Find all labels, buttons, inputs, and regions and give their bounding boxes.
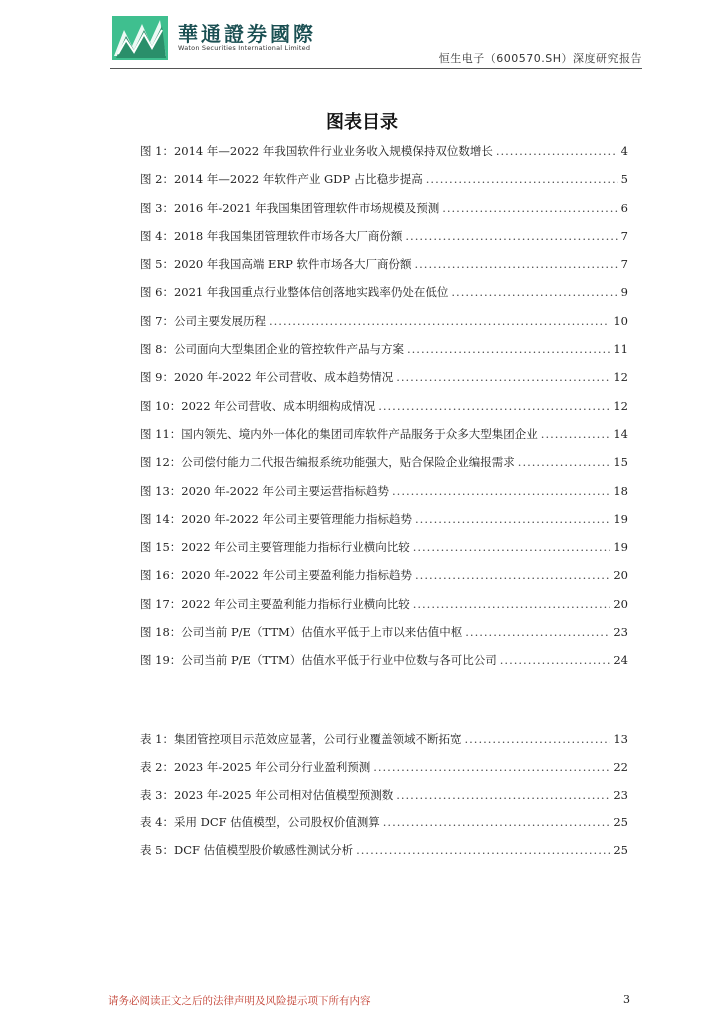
toc-entry-title: 表 3：2023 年-2025 年公司相对估值模型预测数 [140, 787, 394, 802]
toc-entry-page: 19 [613, 540, 628, 555]
page-header [0, 0, 724, 72]
toc-entry[interactable] [140, 454, 628, 482]
toc-entry[interactable] [140, 313, 628, 341]
toc-leader-dots [392, 484, 610, 498]
toc-leader-dots [413, 597, 611, 611]
toc-leader-dots [464, 732, 610, 746]
toc-entry[interactable] [140, 143, 628, 171]
toc-entry-page: 5 [620, 172, 628, 187]
toc-entry-title: 图 16：2020 年-2022 年公司主要盈利能力指标趋势 [140, 568, 413, 583]
toc-leader-dots [496, 144, 618, 158]
toc-entry-title: 图 19：公司当前 P/E（TTM）估值水平低于行业中位数与各可比公司 [140, 653, 497, 668]
toc-entry-page: 24 [613, 653, 628, 668]
toc-leader-dots [378, 399, 610, 413]
toc-entry[interactable] [140, 369, 628, 397]
toc-entry-page: 14 [613, 426, 628, 441]
toc-entry-title: 图 8：公司面向大型集团企业的管控软件产品与方案 [140, 342, 404, 357]
toc-entry-page: 13 [613, 732, 628, 746]
toc-leader-dots [407, 342, 610, 356]
toc-entry[interactable] [140, 426, 628, 454]
toc-entry[interactable] [140, 814, 628, 842]
toc-entry[interactable] [140, 539, 628, 567]
toc-entry[interactable] [140, 341, 628, 369]
toc-entry-title: 表 4：采用 DCF 估值模型，公司股权价值测算 [140, 815, 380, 830]
toc-entry[interactable] [140, 398, 628, 426]
toc-leader-dots [451, 285, 617, 299]
toc-entry-page: 6 [620, 200, 628, 215]
toc-entry[interactable] [140, 171, 628, 199]
brand-name-en: Waton Securities International Limited [178, 44, 311, 52]
toc-entry[interactable] [140, 200, 628, 228]
toc-entry-title: 表 5：DCF 估值模型股价敏感性测试分析 [140, 843, 354, 858]
toc-entry-title: 图 4：2018 年我国集团管理软件市场各大厂商份额 [140, 228, 403, 243]
disclaimer-note: 请务必阅读正文之后的法律声明及风险提示项下所有内容 [108, 995, 371, 1007]
toc-leader-dots [413, 540, 611, 554]
toc-leader-dots [415, 568, 610, 582]
toc-leader-dots [396, 370, 610, 384]
toc-entry-page: 18 [613, 483, 628, 498]
toc-entry-page: 11 [613, 342, 628, 357]
toc-entry[interactable] [140, 624, 628, 652]
toc-entry-title: 图 3：2016 年-2021 年我国集团管理软件市场规模及预测 [140, 200, 440, 215]
toc-entry[interactable] [140, 596, 628, 624]
page-number: 3 [623, 993, 630, 1006]
figure-toc-list [140, 143, 628, 681]
report-label: 恒生电子（600570.SH）深度研究报告 [438, 52, 642, 65]
toc-entry-page: 4 [620, 144, 628, 158]
toc-entry-title: 图 6：2021 年我国重点行业整体信创落地实践率仍处在低位 [140, 285, 449, 300]
toc-leader-dots [500, 653, 611, 667]
toc-entry-title: 图 17：2022 年公司主要盈利能力指标行业横向比较 [140, 596, 410, 611]
toc-leader-dots [442, 201, 617, 215]
toc-entry-title: 图 2：2014 年—2022 年软件产业 GDP 占比稳步提高 [140, 172, 423, 187]
toc-entry[interactable] [140, 483, 628, 511]
toc-entry[interactable] [140, 567, 628, 595]
toc-entry[interactable] [140, 228, 628, 256]
toc-entry[interactable] [140, 652, 628, 680]
toc-leader-dots [383, 815, 611, 829]
toc-entry-page: 23 [613, 787, 628, 802]
toc-leader-dots [415, 512, 610, 526]
toc-entry-page: 7 [620, 257, 628, 272]
toc-entry-page: 25 [613, 843, 628, 858]
toc-entry-page: 10 [613, 313, 628, 328]
toc-leader-dots [356, 843, 610, 857]
toc-entry[interactable] [140, 842, 628, 870]
toc-entry-title: 图 14：2020 年-2022 年公司主要管理能力指标趋势 [140, 511, 413, 526]
toc-entry-title: 图 18：公司当前 P/E（TTM）估值水平低于上市以来估值中枢 [140, 625, 463, 640]
toc-entry-title: 图 12：公司偿付能力二代报告编报系统功能强大，贴合保险企业编报需求 [140, 455, 515, 470]
toc-entry-page: 7 [620, 228, 628, 243]
toc-leader-dots [373, 760, 610, 774]
toc-entry-title: 图 11：国内领先、境内外一体化的集团司库软件产品服务于众多大型集团企业 [140, 426, 538, 441]
toc-entry-title: 图 7：公司主要发展历程 [140, 313, 266, 328]
toc-leader-dots [396, 788, 610, 802]
toc-leader-dots [405, 229, 617, 243]
toc-leader-dots [465, 625, 610, 639]
toc-entry[interactable] [140, 284, 628, 312]
toc-leader-dots [541, 427, 611, 441]
toc-leader-dots [415, 257, 618, 271]
toc-entry[interactable] [140, 256, 628, 284]
toc-entry-page: 19 [613, 511, 628, 526]
toc-entry-page: 12 [613, 370, 628, 385]
toc-leader-dots [269, 314, 610, 328]
toc-entry-title: 图 9：2020 年-2022 年公司营收、成本趋势情况 [140, 370, 394, 385]
toc-entry-title: 图 10：2022 年公司营收、成本明细构成情况 [140, 398, 376, 413]
toc-entry-title: 图 13：2020 年-2022 年公司主要运营指标趋势 [140, 483, 390, 498]
toc-entry-title: 图 1：2014 年—2022 年我国软件行业业务收入规模保持双位数增长 [140, 144, 493, 158]
table-toc-list [140, 731, 628, 870]
toc-entry-title: 图 15：2022 年公司主要管理能力指标行业横向比较 [140, 540, 410, 555]
toc-entry-page: 23 [613, 625, 628, 640]
toc-entry-page: 20 [613, 568, 628, 583]
brand-name-cn: 華通證券國際 [178, 22, 316, 46]
toc-entry[interactable] [140, 731, 628, 759]
toc-entry[interactable] [140, 787, 628, 815]
toc-entry-title: 表 1：集团管控项目示范效应显著，公司行业覆盖领域不断拓宽 [140, 732, 462, 746]
toc-entry-page: 25 [613, 815, 628, 830]
header-divider [110, 68, 642, 69]
toc-leader-dots [426, 172, 618, 186]
toc-entry[interactable] [140, 759, 628, 787]
toc-leader-dots [518, 455, 611, 469]
waton-logo-icon [112, 16, 168, 60]
toc-entry-page: 15 [613, 455, 628, 470]
toc-entry-title: 表 2：2023 年-2025 年公司分行业盈利预测 [140, 759, 371, 774]
page-title: 图表目录 [326, 112, 398, 133]
toc-entry-page: 9 [620, 285, 628, 300]
toc-entry-page: 22 [613, 759, 628, 774]
toc-entry[interactable] [140, 511, 628, 539]
toc-entry-page: 20 [613, 596, 628, 611]
toc-entry-page: 12 [613, 398, 628, 413]
toc-entry-title: 图 5：2020 年我国高端 ERP 软件市场各大厂商份额 [140, 257, 412, 272]
